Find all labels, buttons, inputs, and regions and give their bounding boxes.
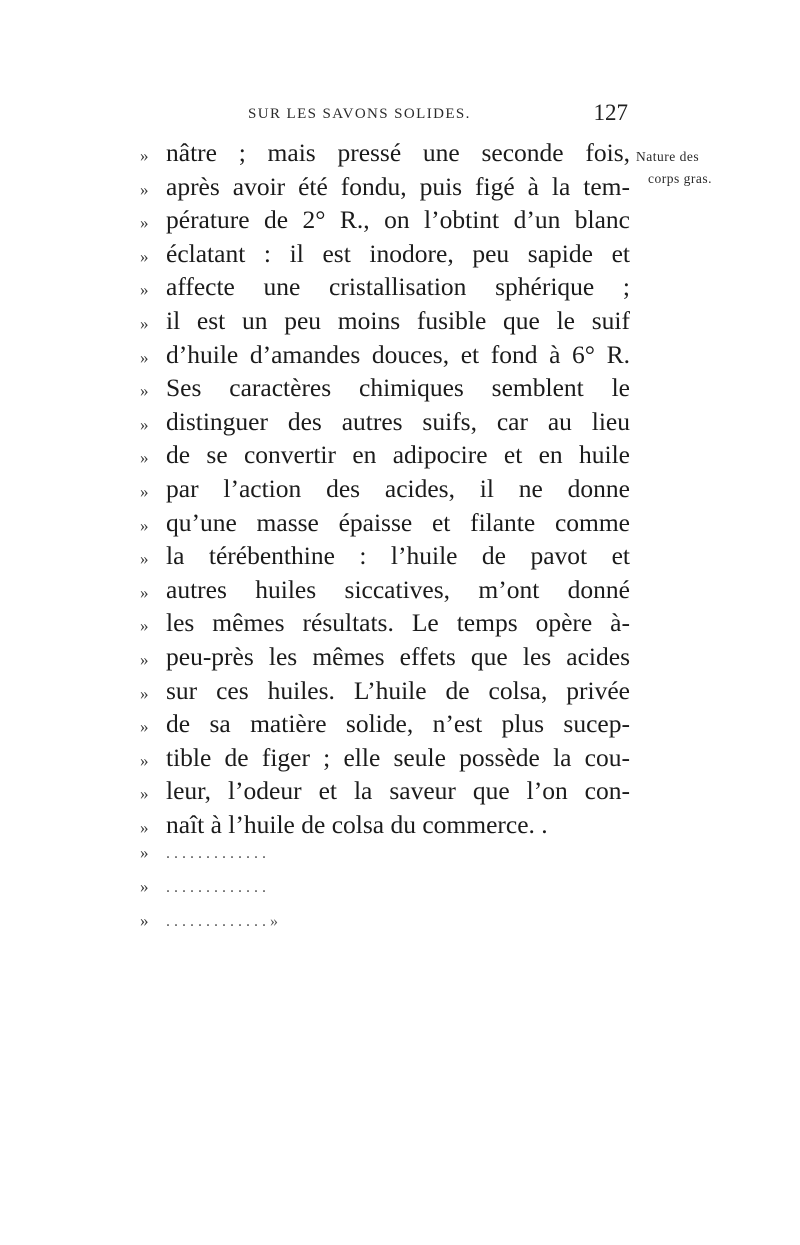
text-line xyxy=(140,575,630,609)
elision-dots-line xyxy=(140,843,630,877)
quote-mark: » xyxy=(140,381,149,401)
line-text: les mêmes résultats. Le temps opère à- xyxy=(166,608,630,638)
marginal-note xyxy=(636,146,746,190)
marginal-note-line-2: corps gras. xyxy=(648,171,712,186)
line-text: peu-près les mêmes effets que les acides xyxy=(166,641,630,671)
text-line xyxy=(140,541,630,575)
quote-mark: » xyxy=(140,515,149,535)
quote-mark: » xyxy=(140,179,149,199)
text-line xyxy=(140,743,630,777)
text-line xyxy=(140,205,630,239)
elision-dots-line xyxy=(140,877,630,911)
page-number: 127 xyxy=(593,100,628,125)
quote-mark: » xyxy=(140,246,149,266)
quote-mark: » xyxy=(140,549,149,569)
quote-mark: » xyxy=(140,481,149,501)
quote-mark: » xyxy=(140,750,149,770)
running-title: SUR LES SAVONS SOLIDES. xyxy=(248,106,471,122)
quote-mark: » xyxy=(140,313,149,333)
line-text: nâtre ; mais pressé une seconde fois, xyxy=(166,138,630,167)
text-line xyxy=(140,239,630,273)
running-head xyxy=(248,100,628,130)
quote-mark: » xyxy=(140,414,149,434)
line-text: leur, l’odeur et la saveur que l’on con- xyxy=(166,776,630,806)
quote-mark: » xyxy=(140,448,149,468)
quote-mark: » xyxy=(140,280,149,300)
line-text: naît à l’huile de colsa du commerce. . xyxy=(166,809,548,839)
line-text: de se convertir en adipocire et en huile xyxy=(166,440,630,470)
line-text: sur ces huiles. L’huile de colsa, privée xyxy=(166,675,630,705)
line-text: distinguer des autres suifs, car au lieu xyxy=(166,406,630,436)
elision-dots: . . . . . . . . . . . . . » xyxy=(166,913,278,931)
quote-mark: » xyxy=(140,683,149,703)
quote-mark: » xyxy=(140,616,149,636)
quote-mark: » xyxy=(140,649,149,669)
line-text: autres huiles siccatives, m’ont donné xyxy=(166,574,630,604)
text-line xyxy=(140,407,630,441)
text-line xyxy=(140,709,630,743)
text-line xyxy=(140,676,630,710)
text-line xyxy=(140,272,630,306)
text-line xyxy=(140,373,630,407)
quote-mark: » xyxy=(140,911,149,931)
quote-mark: » xyxy=(140,213,149,233)
text-line xyxy=(140,608,630,642)
line-text: la térébenthine : l’huile de pavot et xyxy=(166,541,630,571)
text-line xyxy=(140,474,630,508)
text-line xyxy=(140,776,630,810)
text-line xyxy=(140,508,630,542)
quote-mark: » xyxy=(140,817,149,837)
quote-mark: » xyxy=(140,347,149,367)
line-text: de sa matière solide, n’est plus sucep- xyxy=(166,709,630,739)
elision-dots: . . . . . . . . . . . . . xyxy=(166,845,266,863)
text-line xyxy=(140,440,630,474)
quote-mark: » xyxy=(140,582,149,602)
quote-mark: » xyxy=(140,843,149,863)
line-text: qu’une masse épaisse et filante comme xyxy=(166,507,630,537)
line-text: il est un peu moins fusible que le suif xyxy=(166,305,630,335)
quote-mark: » xyxy=(140,717,149,737)
text-line xyxy=(140,172,630,206)
marginal-note-line-1: Nature des xyxy=(636,149,700,164)
line-text: pérature de 2° R., on l’obtint d’un blanc xyxy=(166,205,630,235)
body-text xyxy=(140,138,630,945)
line-text: affecte une cristallisation sphérique ; xyxy=(166,272,630,302)
elision-dots: . . . . . . . . . . . . . xyxy=(166,879,266,897)
quote-mark: » xyxy=(140,877,149,897)
quote-mark: » xyxy=(140,146,149,165)
text-line xyxy=(140,306,630,340)
line-text: après avoir été fondu, puis figé à la tem- xyxy=(166,171,630,201)
line-text: tible de figer ; elle seule possède la cou- xyxy=(166,742,630,772)
elision-dots-line xyxy=(140,911,630,945)
line-text: éclatant : il est inodore, peu sapide et xyxy=(166,238,630,268)
line-text: Ses caractères chimiques semblent le xyxy=(166,373,630,403)
text-line xyxy=(140,138,630,172)
line-text: d’huile d’amandes douces, et fond à 6° R. xyxy=(166,339,630,369)
quote-mark: » xyxy=(140,784,149,804)
text-line xyxy=(140,642,630,676)
text-line xyxy=(140,340,630,374)
text-line xyxy=(140,810,630,844)
line-text: par l’action des acides, il ne donne xyxy=(166,473,630,503)
